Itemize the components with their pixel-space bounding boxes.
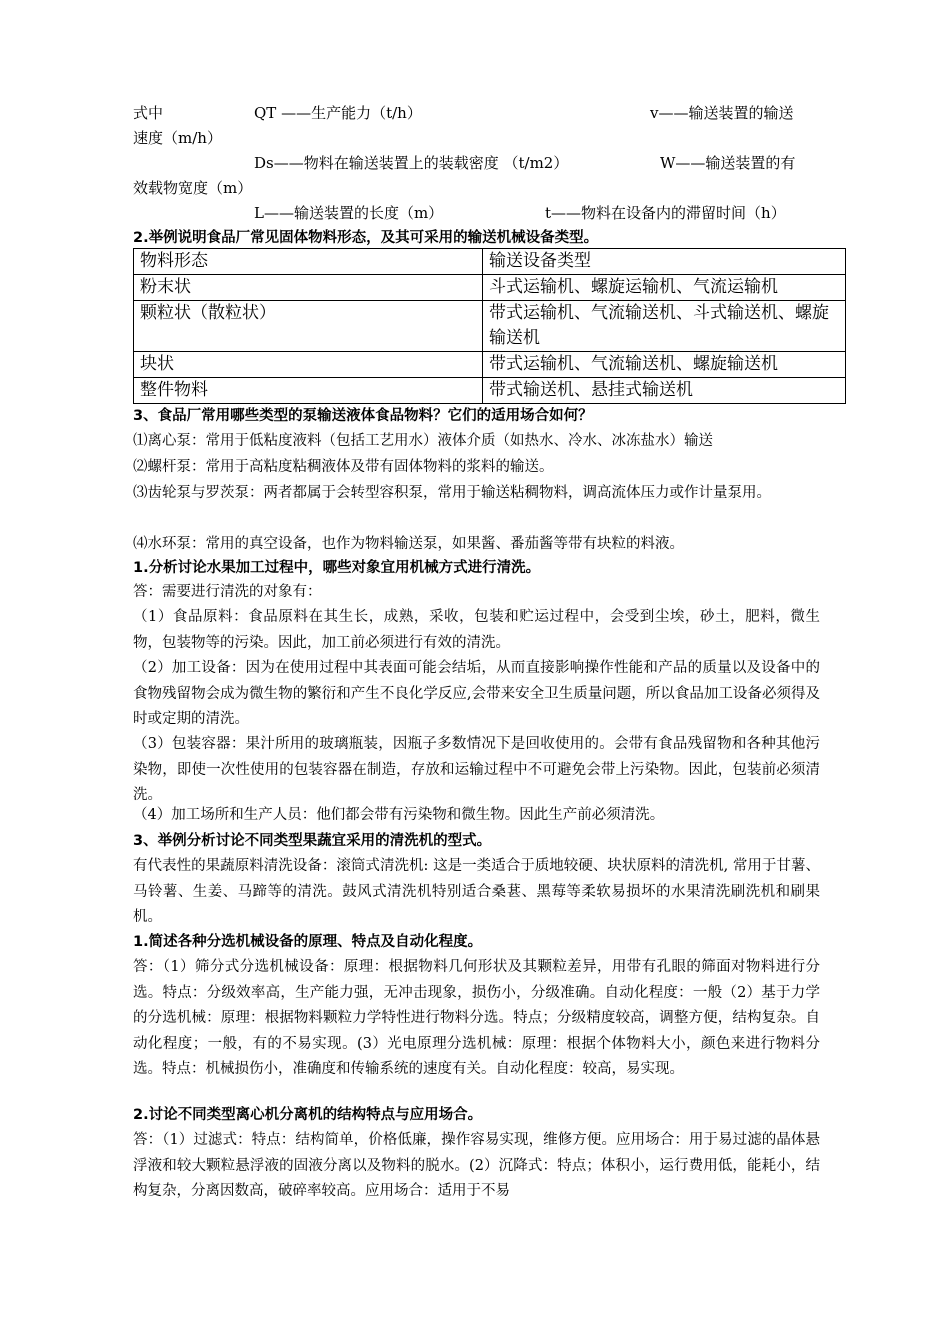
table-cell: 粉末状 (134, 275, 483, 301)
wash-item: （3）包装容器：果汁所用的玻璃瓶装，因瓶子多数情况下是回收使用的。会带有食品残留物和各种其他污染物，即使一次性使用的包装容器在制造，存放和运输过程中不可避免会带上污染物。因此，包装前必须清洗。 (133, 736, 820, 803)
table-cell: 带式运输机、气流输送机、斗式输送机、螺旋输送机 (483, 301, 846, 352)
formula-line-1 (133, 101, 163, 125)
question-washer-types-title: 3、举例分析讨论不同类型果蔬宜采用的清洗机的型式。 (133, 833, 492, 849)
pump-item: ⑵螺杆泵：常用于高粘度粘稠液体及带有固体物料的浆料的输送。 (133, 459, 554, 475)
def-l: L——输送装置的长度（m） (254, 204, 444, 222)
question-pumps-title: 3、食品厂常用哪些类型的泵输送液体食品物料？它们的适用场合如何？ (133, 408, 593, 424)
table-header-cell: 输送设备类型 (483, 249, 846, 275)
question-sorting-title: 1.简述各种分选机械设备的原理、特点及自动化程度。 (133, 934, 483, 950)
def-w-cont: 效载物宽度（m） (133, 179, 253, 197)
question-centrifuge-title: 2.讨论不同类型离心机分离机的结构特点与应用场合。 (133, 1107, 483, 1123)
table-header-row (134, 249, 846, 275)
def-v-cont: 速度（m/h） (133, 129, 222, 147)
table-cell: 带式输送机、悬挂式输送机 (483, 378, 846, 404)
table-cell: 带式运输机、气流输送机、螺旋输送机 (483, 352, 846, 378)
table-cell: 斗式运输机、螺旋运输机、气流运输机 (483, 275, 846, 301)
table-row (134, 352, 846, 378)
solids-table (133, 248, 846, 404)
sorting-body: 答：（1）筛分式分选机械设备：原理：根据物料几何形状及其颗粒差异，用带有孔眼的筛面对物料进行分选。特点：分级效率高，生产能力强，无冲击现象，损伤小，分级准确。自动化程度：一般（2）基于力学的分选机械：原理：根据物料颗粒力学特性进行物料分选。特点；分级精度较高，调整方便，结构复杂。自动化程度；一般，有的不易实现。(3）光电原理分选机械：原理：根据个体物料大小，颜色来进行物料分选。特点：机械损伤小，准确度和传输系统的速度有关。自动化程度：较高，易实现。 (133, 959, 820, 1077)
table-row (134, 378, 846, 404)
pump-item: ⑴离心泵：常用于低粘度液料（包括工艺用水）液体介质（如热水、冷水、冰冻盐水）输送 (133, 433, 713, 449)
wash-intro: 答：需要进行清洗的对象有： (133, 584, 322, 600)
formula-prefix: 式中 (133, 104, 164, 122)
def-ds: Ds——物料在输送装置上的装载密度 （t/m2） (254, 154, 569, 172)
pump-item: ⑷水环泵：常用的真空设备，也作为物料输送泵，如果酱、番茄酱等带有块粒的料液。 (133, 536, 684, 552)
washer-types-body: 有代表性的果蔬原料清洗设备：滚筒式清洗机: 这是一类适合于质地较硬、块状原料的清洗机, 常用于甘薯、马铃薯、生姜、马蹄等的清洗。鼓风式清洗机特别适合桑葚、黑莓等柔软易损坏的水果清洗刷洗机和刷果机。 (133, 858, 820, 925)
def-t: t——物料在设备内的滞留时间（h） (545, 204, 786, 222)
table-row (134, 275, 846, 301)
centrifuge-body: 答：（1）过滤式：特点：结构简单，价格低廉，操作容易实现，维修方便。应用场合：用于易过滤的晶体悬浮液和较大颗粒悬浮液的固液分离以及物料的脱水。(2）沉降式：特点；体积小，运行费用低，能耗小，结构复杂，分离因数高，破碎率较高。应用场合：适用于不易 (133, 1132, 820, 1199)
table-cell: 颗粒状（散粒状） (134, 301, 483, 352)
wash-item: （1）食品原料：食品原料在其生长，成熟，采收，包装和贮运过程中，会受到尘埃，砂土，肥料，微生物，包装物等的污染。因此，加工前必须进行有效的清洗。 (133, 609, 820, 651)
table-row (134, 301, 846, 352)
def-w: W——输送装置的有 (660, 154, 796, 172)
wash-item: （4）加工场所和生产人员：他们都会带有污染物和微生物。因此生产前必须清洗。 (133, 807, 665, 823)
table-header-cell: 物料形态 (134, 249, 483, 275)
def-v: v——输送装置的输送 (650, 104, 794, 122)
def-qt: QT ——生产能力（t/h） (254, 104, 422, 122)
table-cell: 整件物料 (134, 378, 483, 404)
pump-item: ⑶齿轮泵与罗茨泵：两者都属于会转型容积泵，常用于输送粘稠物料，调高流体压力或作计量泵用。 (133, 485, 771, 501)
wash-item: （2）加工设备：因为在使用过程中其表面可能会结垢，从而直接影响操作性能和产品的质量以及设备中的食物残留物会成为微生物的繁衍和产生不良化学反应,会带来安全卫生质量问题，所以食品加工设备必须得及时或定期的清洗。 (133, 660, 820, 727)
question-solids-title: 2.举例说明食品厂常见固体物料形态，及其可采用的输送机械设备类型。 (133, 230, 599, 246)
table-cell: 块状 (134, 352, 483, 378)
question-wash-title: 1.分析讨论水果加工过程中，哪些对象宜用机械方式进行清洗。 (133, 560, 541, 576)
